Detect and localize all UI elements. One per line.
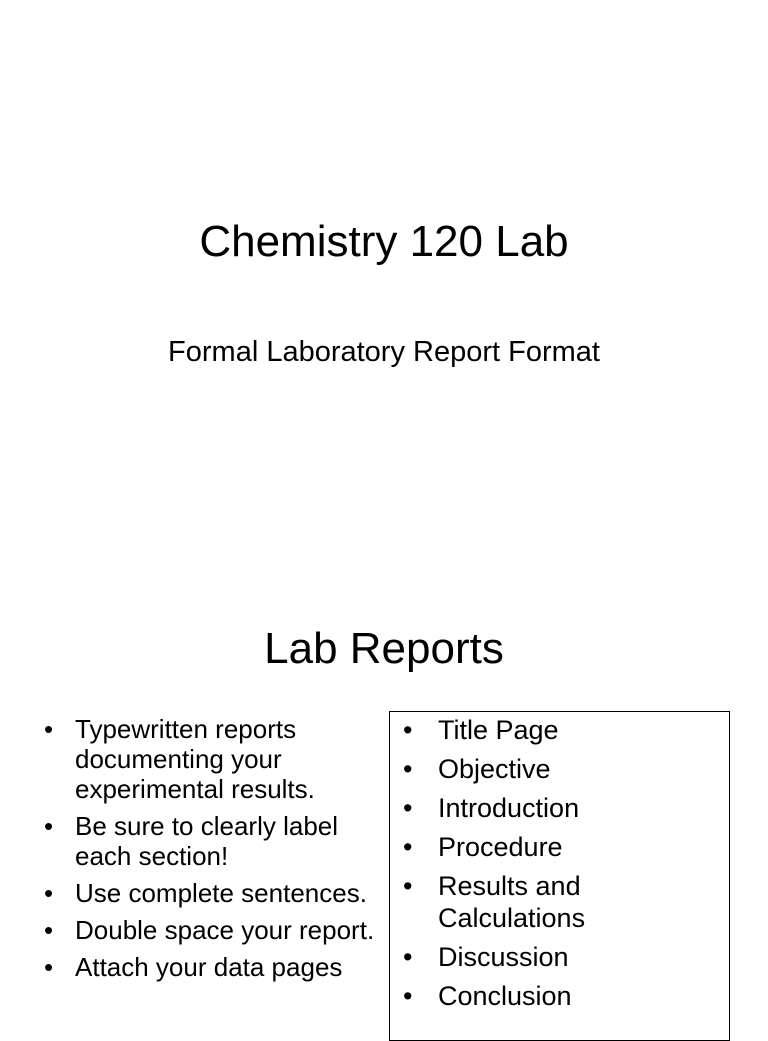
list-item <box>400 792 720 824</box>
list-item <box>400 870 720 934</box>
list-item-text: Title Page <box>438 715 559 745</box>
bullet-icon: • <box>44 714 54 744</box>
guidelines-list <box>38 714 378 989</box>
slide-subtitle: Formal Laboratory Report Format <box>168 336 600 368</box>
bullet-icon: • <box>44 915 54 945</box>
bullet-icon: • <box>403 715 413 745</box>
list-item <box>400 941 720 973</box>
list-item-text: Introduction <box>438 793 580 823</box>
list-item <box>38 878 378 908</box>
list-item <box>38 714 378 804</box>
list-item-text: Conclusion <box>438 981 572 1011</box>
list-item <box>400 980 720 1012</box>
bullet-icon: • <box>44 952 54 982</box>
bullet-icon: • <box>403 793 413 823</box>
list-item <box>400 831 720 863</box>
list-item-text: Attach your data pages <box>75 952 343 982</box>
bullet-icon: • <box>403 871 413 901</box>
bullet-icon: • <box>403 981 413 1011</box>
list-item-text: Use complete sentences. <box>75 878 367 908</box>
slide-title: Chemistry 120 Lab <box>199 217 569 266</box>
list-item-text: Typewritten reports documenting your experimental results. <box>75 714 315 804</box>
list-item-text: Discussion <box>438 942 569 972</box>
list-item-text: Be sure to clearly label each section! <box>75 811 339 871</box>
bullet-icon: • <box>403 832 413 862</box>
list-item <box>38 811 378 871</box>
list-item <box>38 952 378 982</box>
bullet-icon: • <box>44 878 54 908</box>
section-heading: Lab Reports <box>264 624 504 673</box>
report-sections-box <box>389 711 730 1041</box>
bullet-icon: • <box>403 754 413 784</box>
list-item <box>400 714 720 746</box>
bullet-icon: • <box>44 811 54 841</box>
list-item <box>38 915 378 945</box>
list-item-text: Procedure <box>438 832 563 862</box>
bullet-icon: • <box>403 942 413 972</box>
list-item <box>400 753 720 785</box>
report-sections-list <box>400 714 720 1019</box>
list-item-text: Objective <box>438 754 551 784</box>
list-item-text: Results and Calculations <box>438 871 586 933</box>
list-item-text: Double space your report. <box>75 915 375 945</box>
